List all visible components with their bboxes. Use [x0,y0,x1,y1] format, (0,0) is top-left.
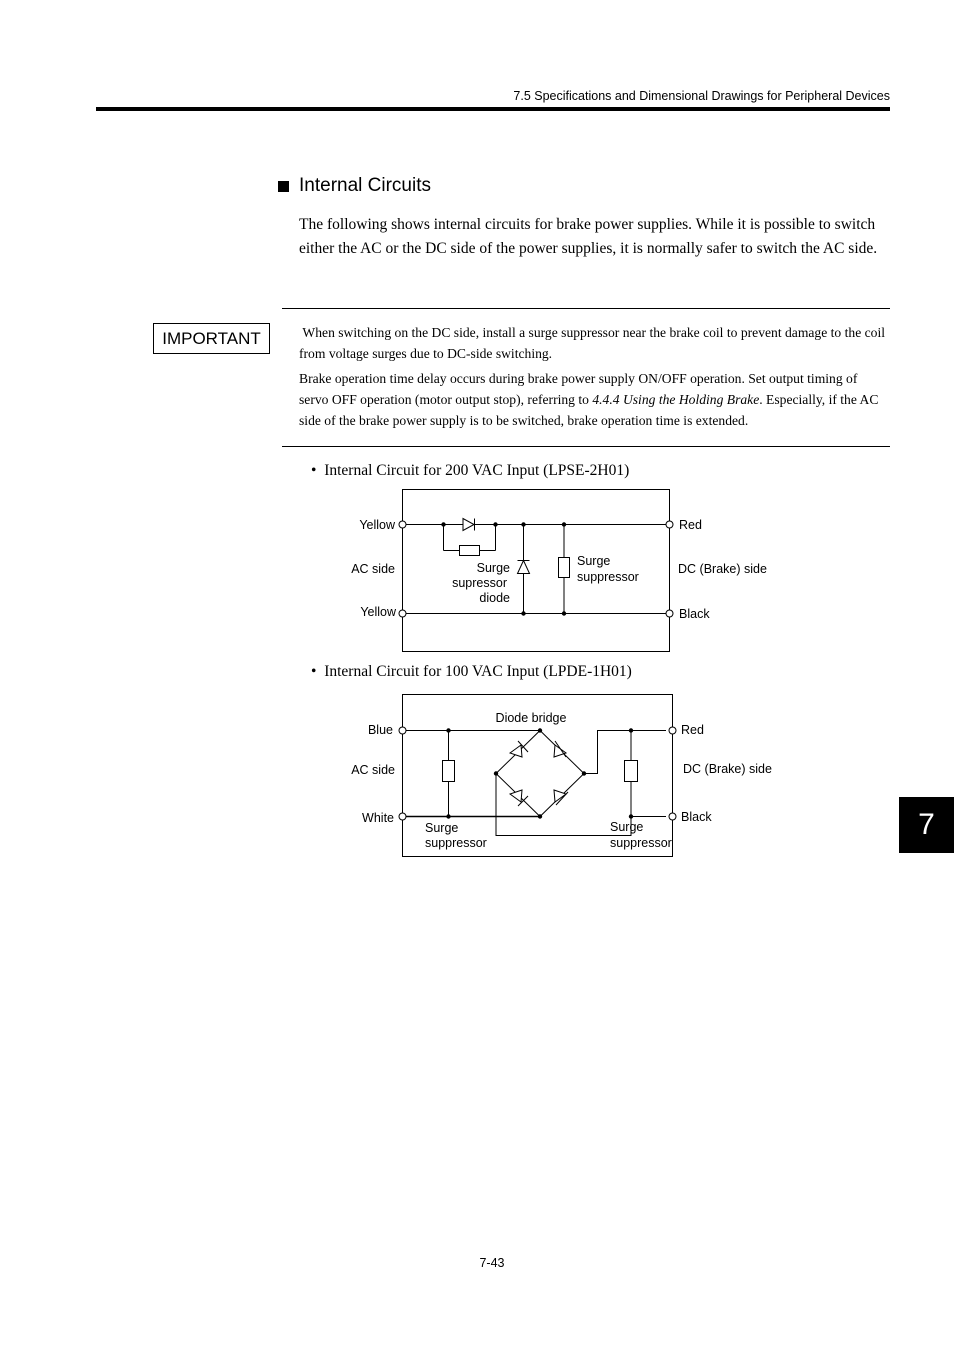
circuit2-label-in-top: Blue [367,723,393,737]
circuit2-label-in-side: AC side [351,763,395,777]
cross-reference: 4.4.4 Using the Holding Brake [592,392,760,407]
circuit1-label-out-side: DC (Brake) side [678,562,767,576]
circuit1-label-supp-2: suppressor [577,570,639,584]
circuit1-label-supp-1: Surge [577,554,611,568]
circuit1-label-diode-2: supressor [452,576,507,590]
circuit2-right-surge-suppressor [625,761,638,782]
circuit1-label-diode-3: diode [479,591,510,605]
circuit2-terminal-white [399,813,406,820]
circuit1-label-out-top: Red [679,518,702,532]
circuit2-labels [351,711,772,850]
circuit1-caption: • Internal Circuit for 200 VAC Input (LPSE-2H01) [311,462,630,479]
circuit2-label-out-bottom: Black [681,810,712,824]
section-title: Internal Circuits [299,175,431,196]
important-label: IMPORTANT [153,323,270,354]
circuit1-label-in-bottom: Yellow [360,605,396,619]
circuit2-caption: • Internal Circuit for 100 VAC Input (LPDE-1H01) [311,663,632,680]
circuit1-terminal-yellow-bottom [399,610,406,617]
circuit2-label-bridge: Diode bridge [495,711,567,725]
chapter-tab: 7 [899,797,954,853]
circuit2-bridge-diodes [510,741,568,806]
circuit2-label-left-supp-1: Surge [425,821,459,835]
page-number: 7-43 [479,1256,505,1270]
circuit2-terminal-red [669,727,676,734]
circuit1-terminal-black [666,610,673,617]
circuit2-label-in-bottom: White [362,811,394,825]
circuit2-label-out-side: DC (Brake) side [683,762,772,776]
circuit2-diode-bridge [496,731,584,817]
intro-paragraph: The following shows internal circuits for brake power supplies. While it is possible to switch either the AC or the DC side of the power supplies, it is normally safer to switch the AC side. [299,216,878,257]
important-paragraph-1: When switching on the DC side, install a surge suppressor near the brake coil to prevent damage to the coil from voltage surges due to DC-side switching. [299,325,886,361]
circuit2-label-out-top: Red [681,723,704,737]
running-header: 7.5 Specifications and Dimensional Drawings for Peripheral Devices [513,89,890,103]
circuit2-label-right-supp-2: suppressor [610,836,672,850]
circuit1-terminal-yellow-top [399,521,406,528]
circuit2-label-right-supp-1: Surge [610,820,644,834]
circuit1-label-diode-1: Surge [476,561,510,575]
important-paragraph-2: Brake operation time delay occurs during brake power supply ON/OFF operation. Set output timing of servo OFF operation (motor output stop), referring to 4.4.4 Using the Holding Brake. Especially, if the AC side of the brake power supply is to be switched, brake operation time is extended. [299,371,879,428]
circuit2-label-left-supp-2: suppressor [425,836,487,850]
circuit1-label-in-top: Yellow [359,518,395,532]
circuit1-label-in-side: AC side [351,562,395,576]
circuit2-terminal-black [669,813,676,820]
circuit2-left-surge-suppressor [443,761,455,782]
circuit2-terminal-blue [399,727,406,734]
circuit1-label-out-bottom: Black [679,607,710,621]
circuit1-terminal-red [666,521,673,528]
circuit1-series-resistor [460,546,480,556]
circuit1-surge-suppressor [559,558,570,578]
